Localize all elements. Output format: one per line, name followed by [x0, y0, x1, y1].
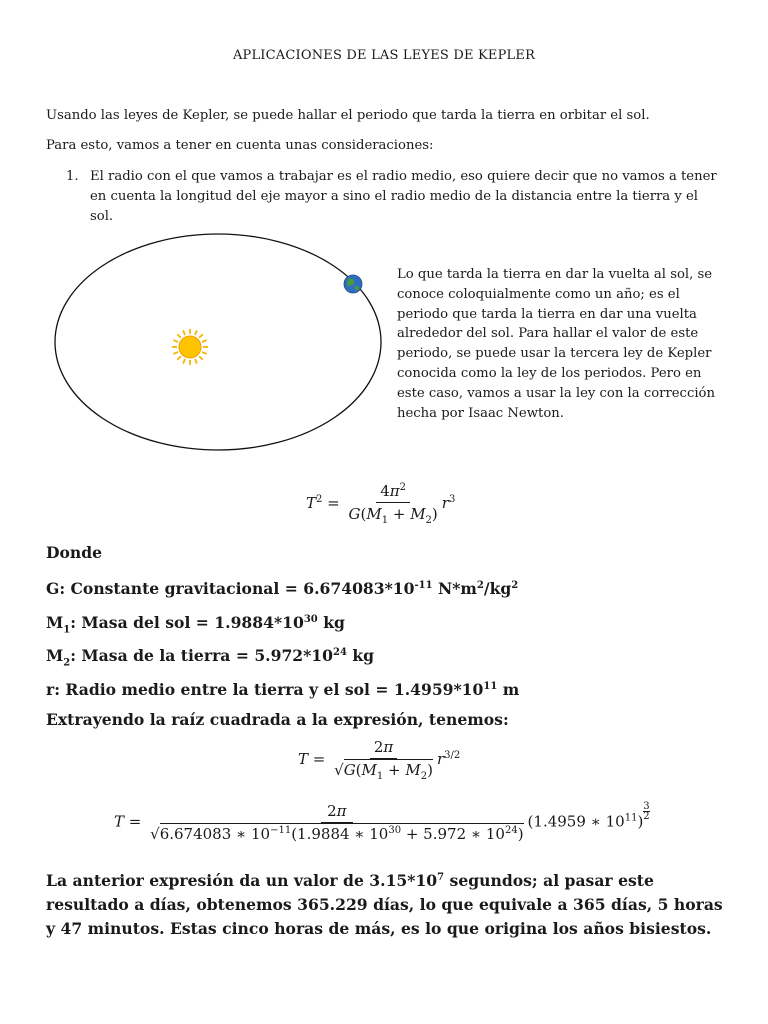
extract-paragraph: Extrayendo la raíz cuadrada a la expresión, tenemos:	[46, 710, 509, 729]
orbit-diagram	[54, 232, 394, 452]
kepler-third-law-equation: $T^2$ = $\frac{4\pi^2}{G(M_1 + M_2)}$ $r^3$	[306, 482, 456, 526]
earth-icon	[344, 275, 362, 293]
def-m1: $M_1$: Masa del sol = $1.9884*10^{30}$ kg	[46, 613, 345, 636]
page-title: APLICACIONES DE LAS LEYES DE KEPLER	[232, 48, 536, 63]
side-paragraph: Lo que tarda la tierra en dar la vuelta al sol, se conoce coloquialmente como un año; es el periodo que tarda la tierra en dar una vuelta alrededor del sol. Para hallar el valor de este periodo, se puede usar la tercera ley de Kepler conocida como la ley de los periodos. Pero en este caso, vamos a usar la ley con la corrección hecha por Isaac Newton.	[397, 267, 715, 421]
intro-paragraph: Usando las leyes de Kepler, se puede hallar el periodo que tarda la tierra en orbitar el sol.	[46, 108, 650, 123]
list-number: 1.	[66, 169, 79, 184]
considerations-paragraph: Para esto, vamos a tener en cuenta unas consideraciones:	[46, 138, 434, 153]
numeric-equation: T = $\frac{2\pi}{√6.674083 ∗ 10^{-11}(1.9884 ∗ 10^{30} + 5.972 ∗ 10^{24})}$ (1.4959 ∗ $10^{11}$) $^{\frac{3}{2}}$	[114, 801, 650, 843]
def-r: r: Radio medio entre la tierra y el sol = $1.4959*10^{11}$ m	[46, 680, 520, 700]
conclusion-paragraph: La anterior expresión da un valor de $3.15*10^7$ segundos; al pasar este resultado a días, obtenemos 365.229 días, lo que equivale a 365 días, 5 horas y 47 minutos. Estas cinco horas de más, es lo que origina los años bisiestos.	[46, 871, 723, 939]
sun-icon	[172, 329, 208, 365]
def-m2: $M_2$: Masa de la tierra = $5.972*10^{24}$ kg	[46, 646, 375, 669]
def-g: G: Constante gravitacional = $6.674083*10^{-11}$ $N*m^2/kg^2$	[46, 579, 519, 599]
donde-heading: Donde	[46, 543, 103, 562]
list-text: El radio con el que vamos a trabajar es el radio medio, eso quiere decir que no vamos a tener en cuenta la longitud del eje mayor a sino el radio medio de la distancia entre la tierra y el sol.	[90, 169, 717, 224]
period-equation: T = $\frac{2\pi}{√G(M_1 + M_2)}$ $r^{3/2}$	[298, 738, 461, 782]
orbit-ellipse	[55, 234, 381, 450]
